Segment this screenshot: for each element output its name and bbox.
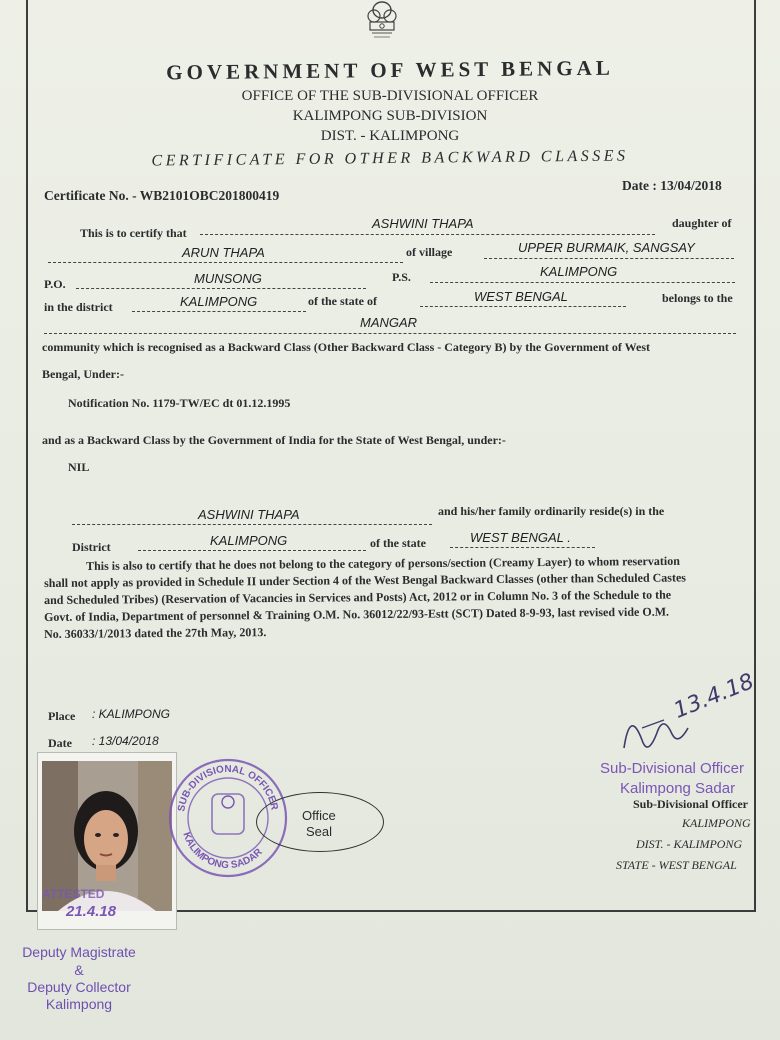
attested-stamp: ATTESTED — [42, 887, 105, 901]
ps-line — [430, 282, 735, 283]
certificate-title: CERTIFICATE FOR OTHER BACKWARD CLASSES — [151, 147, 629, 170]
district-value: KALIMPONG — [180, 294, 258, 309]
district2-line — [138, 550, 366, 551]
sdo-printed-line-4: STATE - WEST BENGAL — [616, 858, 737, 872]
paragraph-line-5: No. 36033/1/2013 dated the 27th May, 2013. — [44, 625, 267, 641]
relation-label: daughter of — [672, 216, 732, 230]
state-value: WEST BENGAL — [474, 289, 568, 304]
issue-date: Date : 13/04/2018 — [622, 178, 722, 193]
community-value: MANGAR — [360, 315, 418, 330]
deputy-line-3: Deputy Collector — [27, 979, 131, 995]
applicant-photo — [37, 752, 177, 930]
name-line — [200, 234, 655, 235]
state2-value: WEST BENGAL . — [470, 530, 571, 545]
village-name: UPPER BURMAIK, SANGSAY — [518, 240, 695, 255]
svg-text:SUB-DIVISIONAL OFFICER — [176, 764, 280, 812]
deputy-line-1: Deputy Magistrate — [22, 944, 136, 960]
sdo-stamp-line-2: Kalimpong Sadar — [620, 780, 736, 797]
sdo-printed-line-1: Sub-Divisional Officer — [633, 797, 749, 811]
certify-label: This is to certify that — [80, 226, 187, 240]
district2-label: District — [72, 540, 111, 554]
sdo-stamp-line-1: Sub-Divisional Officer — [600, 760, 744, 777]
signature-date: 13.4.18 — [670, 669, 758, 724]
office-line-1: OFFICE OF THE SUB-DIVISIONAL OFFICER — [241, 88, 539, 104]
footer-date-label: Date — [48, 736, 72, 750]
office-line-3: DIST. - KALIMPONG — [320, 128, 460, 144]
applicant-name: ASHWINI THAPA — [372, 216, 474, 231]
paragraph-line-2: shall not apply as provided in Schedule II under Section 4 of the West Bengal Backward Classes (other than Scheduled Castes — [44, 570, 686, 590]
applicant-name-2: ASHWINI THAPA — [198, 507, 300, 522]
district-line — [132, 311, 306, 312]
office-line-2: KALIMPONG SUB-DIVISION — [292, 108, 488, 124]
deputy-line-4: Kalimpong — [45, 996, 113, 1012]
po-value: MUNSONG — [194, 271, 262, 286]
round-stamp-top-text: SUB-DIVISIONAL OFFICER — [176, 763, 280, 813]
po-line — [76, 288, 366, 289]
ps-label: P.S. — [392, 270, 411, 284]
certificate-number: Certificate No. - WB2101OBC201800419 — [44, 188, 280, 203]
state-label: of the state of — [308, 294, 377, 308]
father-name: ARUN THAPA — [182, 245, 265, 260]
deputy-line-2: & — [74, 962, 84, 978]
po-label: P.O. — [44, 277, 66, 291]
state2-line — [450, 547, 595, 548]
village-label: of village — [406, 245, 453, 259]
sdo-printed-line-2: KALIMPONG — [682, 816, 751, 830]
community-line — [44, 333, 736, 334]
paragraph-line-4: Govt. of India, Department of personnel & Training O.M. No. 36012/22/93-Estt (SCT) Dated 8-9-93, last revised vide O.M. — [44, 604, 670, 624]
father-line — [48, 262, 403, 263]
community-text: community which is recognised as a Backward Class (Other Backward Class - Category B) by the Government of West — [42, 340, 650, 354]
district-label: in the district — [44, 300, 113, 314]
state2-label: of the state — [370, 536, 426, 550]
place-value: : KALIMPONG — [92, 707, 171, 721]
reside-label: and his/her family ordinarily reside(s) in the — [438, 504, 665, 518]
office-seal-line-1: Office — [302, 808, 336, 823]
place-label: Place — [48, 709, 76, 723]
notification-number: Notification No. 1179-TW/EC dt 01.12.1995 — [68, 396, 291, 410]
national-emblem-icon — [358, 0, 406, 50]
sdo-printed-line-3: DIST. - KALIMPONG — [636, 837, 743, 851]
footer-date-value: : 13/04/2018 — [92, 734, 159, 748]
round-stamp-bottom-text: KALIMPONG SADAR — [180, 830, 265, 872]
ps-value: KALIMPONG — [540, 264, 618, 279]
office-seal-line-2: Seal — [306, 824, 333, 839]
name2-line — [72, 524, 432, 525]
belongs-label: belongs to the — [662, 291, 733, 305]
paragraph-line-3: and Scheduled Tribes) (Reservation of Vacancies in Services and Posts) Act, 2012 or in Column No. 3 of the Schedule to the — [44, 587, 672, 607]
paragraph-line-1: This is also to certify that he does not belong to the category of persons/section (Creamy Layer) to whom reservation — [86, 553, 680, 573]
nil-text: NIL — [68, 460, 90, 474]
government-title: GOVERNMENT OF WEST BENGAL — [166, 55, 614, 85]
attested-date: 21.4.18 — [66, 903, 117, 920]
community-text-2: Bengal, Under:- — [42, 367, 124, 381]
state-line — [420, 306, 626, 307]
village-line — [484, 258, 734, 259]
district2-value: KALIMPONG — [210, 533, 288, 548]
india-text: and as a Backward Class by the Government of India for the State of West Bengal, under:- — [42, 433, 506, 447]
